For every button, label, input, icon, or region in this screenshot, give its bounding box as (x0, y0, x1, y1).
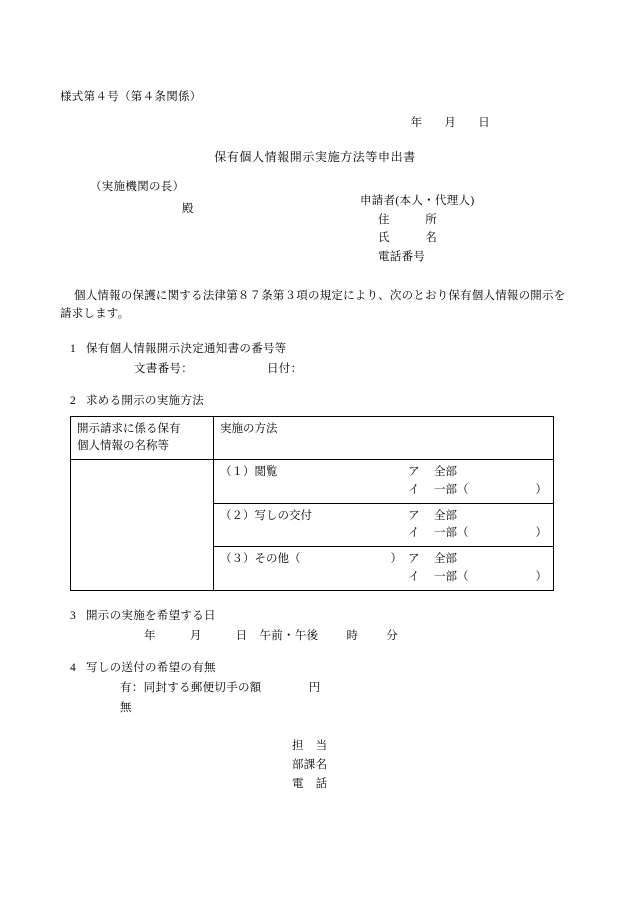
option-3-label-tail: ） (390, 553, 402, 566)
page-title: 保有個人情報開示実施方法等申出書 (214, 150, 416, 164)
choice-mark: イ (408, 570, 420, 583)
addressee-agency: （実施機関の長） (90, 181, 185, 193)
section-3 (60, 607, 570, 623)
option-3-choice-a[interactable] (408, 551, 547, 568)
section-3-label: 開示の実施を希望する日 (86, 609, 216, 622)
desired-year: 年 (144, 629, 156, 642)
contact-phone: 電 話 (292, 777, 328, 790)
document-number-label: 文書番号： (134, 362, 193, 375)
option-2-choice-a[interactable] (408, 508, 547, 525)
choice-paren: ） (535, 483, 547, 496)
desired-ampm[interactable]: 午前・午後 (259, 629, 319, 642)
table-header-left (71, 416, 214, 460)
table-row (71, 460, 554, 504)
form-number: 様式第４号（第４条関係） (60, 91, 202, 103)
section-4-no[interactable]: 無 (120, 701, 132, 714)
option-2-choice-b[interactable] (408, 525, 547, 542)
option-3-label: （３）その他（ (220, 553, 301, 566)
section-3-date-line (60, 627, 570, 643)
option-1-choice-a[interactable] (408, 464, 547, 481)
section-1-number: 1 (70, 342, 77, 355)
choice-text: 一部（ (434, 483, 469, 496)
document-date-label: 日付： (267, 362, 303, 375)
choice-mark: ア (408, 466, 420, 479)
desired-minute: 分 (386, 629, 399, 642)
intro-paragraph: 個人情報の保護に関する法律第８７条第３項の規定により、次のとおり保有個人情報の開示を請求します。 (60, 289, 566, 321)
choice-paren: ） (535, 570, 547, 583)
table-cell-name-input[interactable] (71, 460, 214, 591)
section-4 (60, 659, 570, 675)
option-2-label: （２）写しの交付 (220, 509, 312, 522)
desired-hour: 時 (346, 629, 359, 642)
contact-department: 部課名 (292, 758, 328, 771)
section-2-number: 2 (70, 394, 77, 407)
date-month: 月 (444, 117, 457, 129)
applicant-phone: 電話番号 (378, 250, 426, 263)
table-header-left-line2: 個人情報の名称等 (77, 440, 169, 452)
table-cell-option-3 (214, 547, 554, 591)
table-header-row (71, 416, 554, 460)
applicant-role: 申請者(本人・代理人) (360, 195, 475, 207)
date-year: 年 (410, 117, 423, 129)
applicant-address: 住 所 (378, 213, 437, 226)
option-3-choice-b[interactable] (408, 569, 547, 586)
choice-mark: ア (408, 553, 420, 566)
table-cell-option-2 (214, 503, 554, 547)
contact-block (60, 737, 570, 794)
choice-mark: イ (408, 483, 420, 496)
date-day: 日 (478, 117, 490, 129)
method-table (70, 416, 554, 591)
choice-mark: イ (408, 527, 420, 539)
contact-person: 担 当 (292, 739, 328, 752)
section-3-number: 3 (70, 609, 77, 622)
choice-mark: ア (408, 509, 420, 522)
applicant-block (60, 192, 570, 267)
section-2 (60, 392, 570, 408)
desired-month: 月 (189, 629, 202, 642)
section-4-number: 4 (70, 661, 77, 674)
choice-paren: ） (535, 527, 547, 539)
section-1 (60, 340, 570, 356)
option-1-label: （１）閲覧 (220, 466, 278, 479)
choice-text: 全部 (434, 553, 457, 566)
choice-text: 一部（ (434, 527, 469, 539)
choice-text: 全部 (434, 466, 457, 479)
table-cell-option-1 (214, 460, 554, 504)
choice-text: 全部 (434, 509, 457, 522)
section-1-fields (60, 360, 570, 376)
addressee-honorific: 殿 (182, 203, 194, 215)
desired-day: 日 (235, 629, 248, 642)
section-2-label: 求める開示の実施方法 (86, 394, 204, 407)
section-1-label: 保有個人情報開示決定通知書の番号等 (86, 342, 287, 355)
applicant-name: 氏 名 (378, 232, 437, 245)
date-line (60, 114, 570, 130)
table-header-left-line1: 開示請求に係る保有 (77, 422, 181, 435)
section-4-label: 写しの送付の希望の有無 (86, 661, 216, 674)
choice-text: 一部（ (434, 570, 469, 583)
table-header-right: 実施の方法 (214, 416, 554, 460)
option-1-choice-b[interactable] (408, 482, 547, 499)
section-4-yes[interactable]: 有：同封する郵便切手の額 円 (120, 681, 321, 694)
